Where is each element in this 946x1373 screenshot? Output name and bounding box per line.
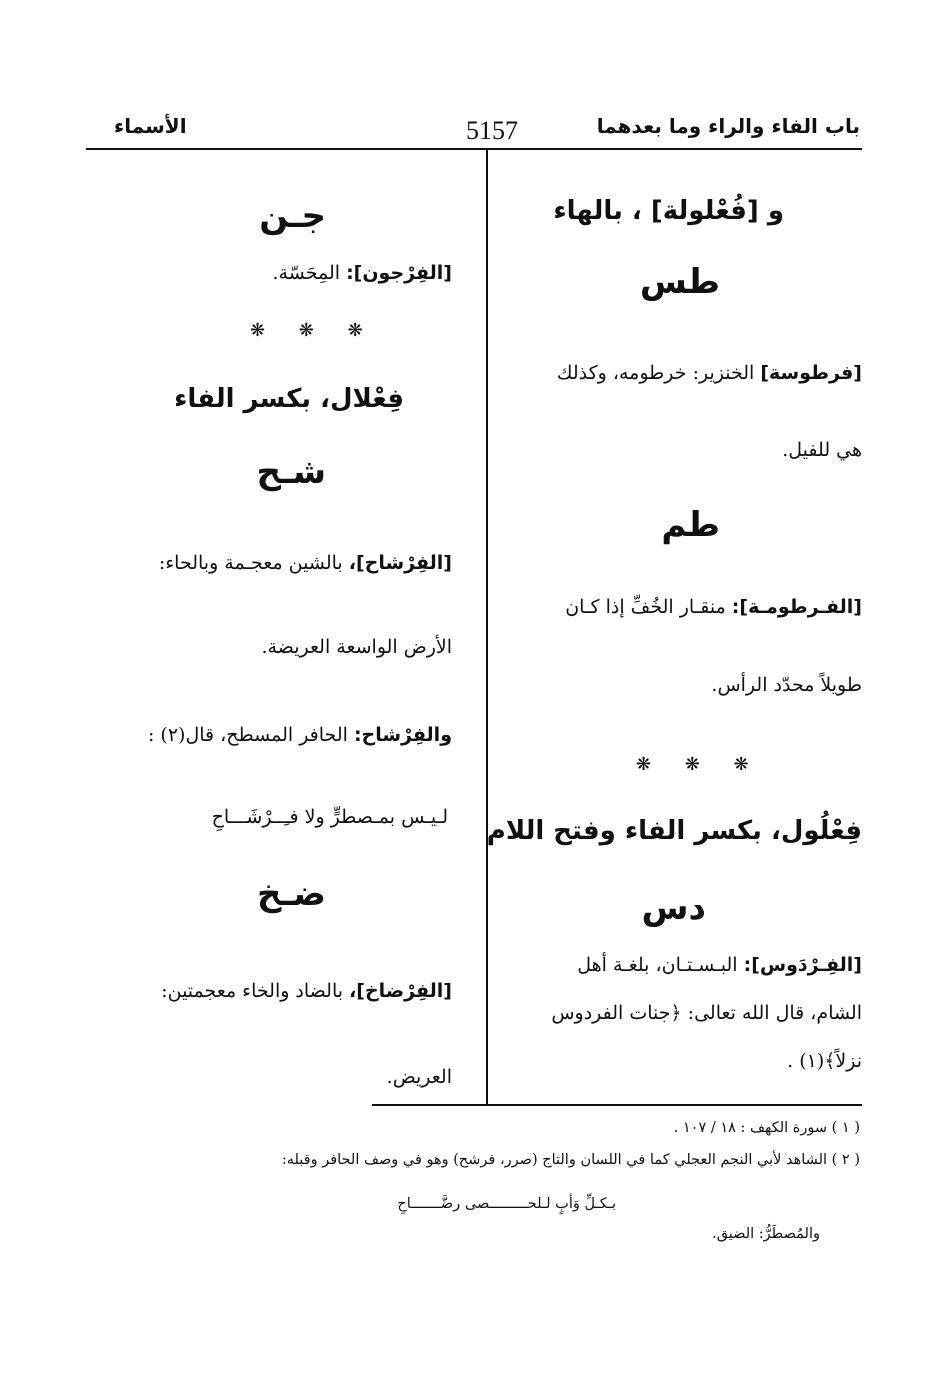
entry-firshah-line1 xyxy=(159,552,452,574)
entry-firdaws-text: البـسـتـان، بلغـة أهل xyxy=(577,954,738,976)
headword-furtusa: [فرطوسة] xyxy=(760,362,862,384)
page-number: 5157 xyxy=(466,116,518,145)
entry-firjun xyxy=(273,262,452,284)
entry-firdakh-text: بالضاد والخاء معجمتين: xyxy=(161,980,344,1002)
header-rule xyxy=(86,148,862,150)
footnote-rule xyxy=(372,1104,862,1106)
entry-firjun-text: المِحَسّة. xyxy=(272,262,341,284)
section-divider-stars-left: ❋ ❋ ❋ xyxy=(250,320,377,341)
entry-firshah-text: بالشين معجـمة وبالحاء: xyxy=(158,552,343,574)
root-heading-shh: شـح xyxy=(256,452,326,492)
entry-furtuma-line1 xyxy=(565,596,862,618)
entry-firdaws-line1 xyxy=(577,954,862,976)
headword-firdakh: [الفِرْضاخ]، xyxy=(349,980,452,1002)
headword-firshah-2: والفِرْشاح: xyxy=(353,724,452,746)
entry-firdaws-line2: الشام، قال الله تعالى: ﴿جنات الفردوس xyxy=(551,1002,862,1024)
entry-firdakh-line1 xyxy=(161,980,452,1002)
root-heading-tm: طم xyxy=(661,505,720,545)
entry-furtuma-text: منقـار الخُفِّ إذا كـان xyxy=(565,596,726,618)
footnote-2-verse: بـكـلِّ وَأبٍ لـلحـــــــــصى رضَّـــــــاحِ xyxy=(397,1196,616,1212)
headword-furtuma: [الفـرطومـة]: xyxy=(731,596,862,618)
entry-firdakh-line2: العريض. xyxy=(386,1066,452,1088)
entry-firdaws-line3: نزلاً﴾(١) . xyxy=(787,1050,862,1072)
footnote-2-gloss: والمُصطَرُّ: الضيق. xyxy=(712,1226,820,1242)
entry-firshah2-text: الحافر المسطح، قال(٢) : xyxy=(147,724,348,746)
entry-furtusa-text: الخنزير: خرطومه، وكذلك xyxy=(556,362,755,384)
column-divider xyxy=(486,150,488,1105)
entry-furtusa-line2: هي للفيل. xyxy=(782,439,862,461)
footnote-2: ( ٢ ) الشاهد لأبي النجم العجلي كما في اللسان والتاج (صرر، فرشح) وهو في وصف الحافر وقبله: xyxy=(281,1152,860,1168)
pattern-heading-filul: فِعْلُول، بكسر الفاء وفتح اللام xyxy=(486,816,862,846)
pattern-heading-fulula: و [فُعْلولة] ، بالهاء xyxy=(553,196,784,226)
entry-firshah-line2: الأرض الواسعة العريضة. xyxy=(261,636,452,658)
root-heading-jn: جـن xyxy=(259,196,326,236)
root-heading-ts: طس xyxy=(639,262,720,302)
headword-firdaws: [الفِـرْدَوس]: xyxy=(743,954,862,976)
entry-furtuma-line2: طويلاً محدّد الرأس. xyxy=(711,674,862,696)
running-head-chapter: باب الفاء والراء وما بعدهما xyxy=(596,114,860,138)
entry-firshah2-line1 xyxy=(148,724,452,746)
root-heading-ds: دس xyxy=(641,888,706,928)
running-head-section: الأسماء xyxy=(114,114,187,138)
headword-firshah: [الفِرْشاح]، xyxy=(348,552,452,574)
section-divider-stars: ❋ ❋ ❋ xyxy=(636,754,763,775)
entry-furtusa-line1 xyxy=(557,362,862,384)
pattern-heading-filal: فِعْلال، بكسر الفاء xyxy=(174,384,404,414)
poetry-verse: لـيـس بمـصطرٍّ ولا فـِــرْشَـــاحِ xyxy=(211,806,448,828)
footnote-1: ( ١ ) سورة الكهف : ١٨ / ١٠٧ . xyxy=(673,1120,860,1136)
root-heading-dkh: ضـخ xyxy=(257,874,326,914)
headword-firjun: [الفِرْجون]: xyxy=(346,262,452,284)
